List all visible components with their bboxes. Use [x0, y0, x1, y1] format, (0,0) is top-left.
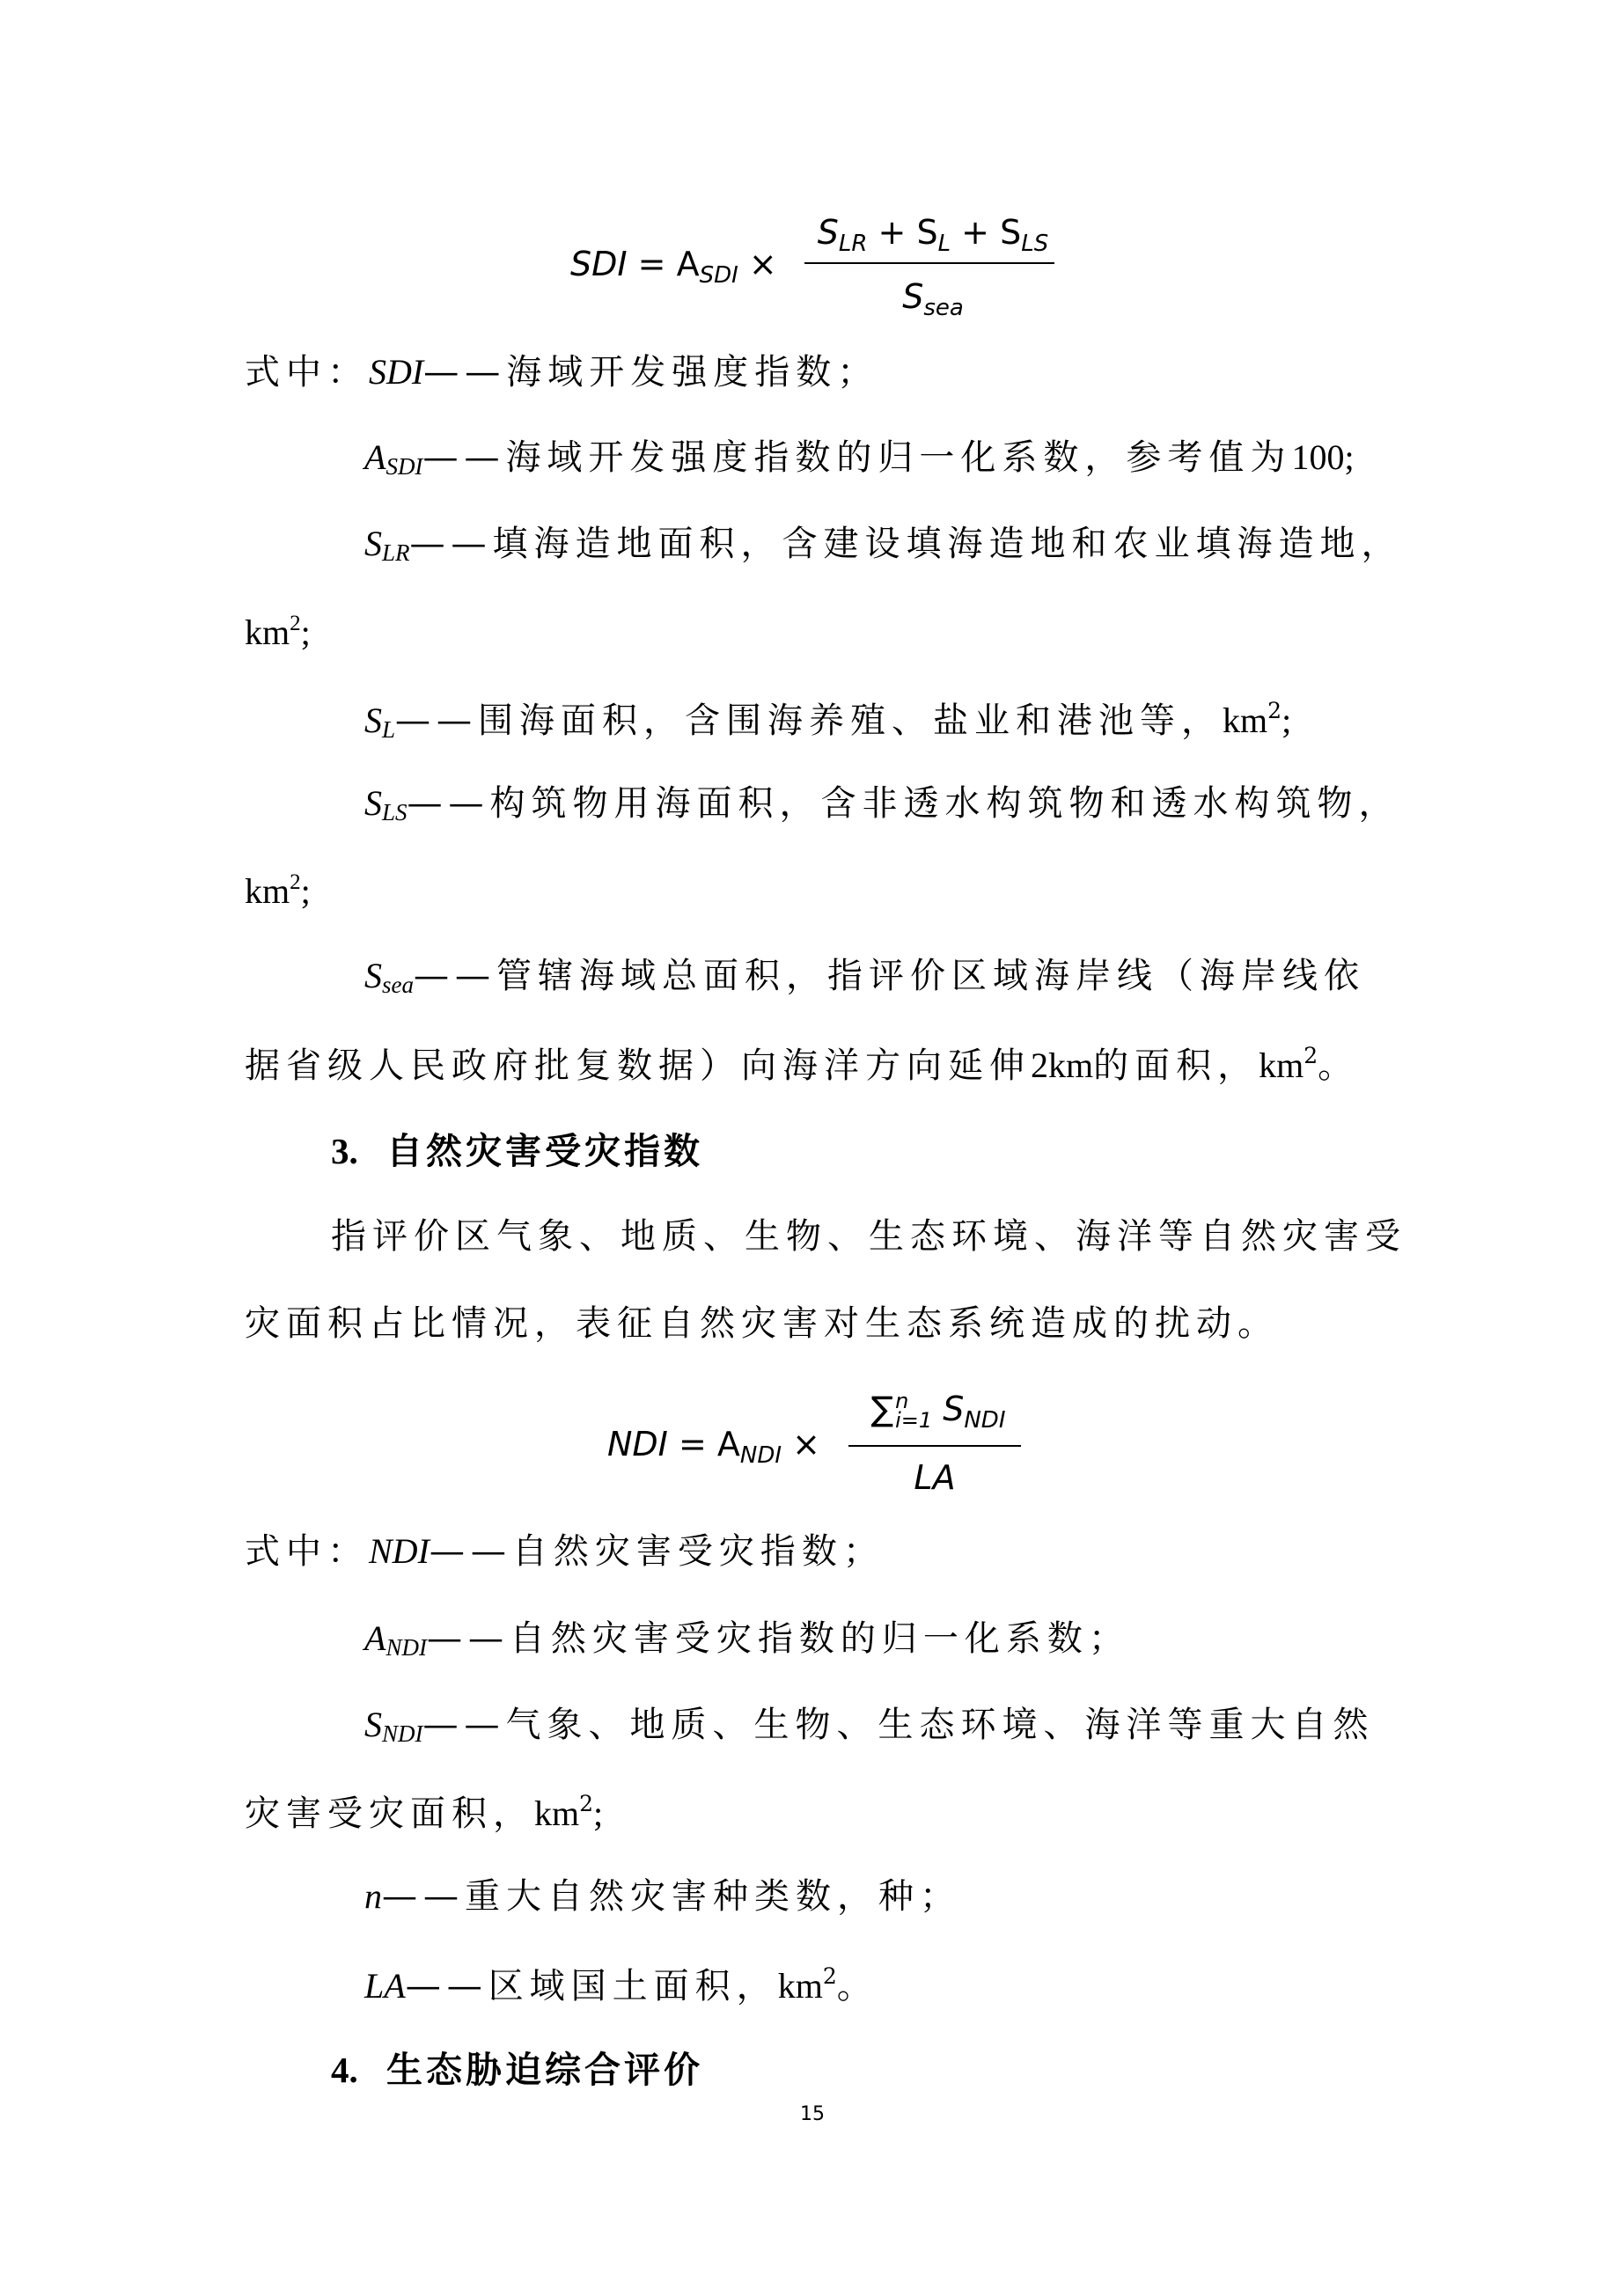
- def-ssea-text2a: 据省级人民政府批复数据）向海洋方向延伸: [245, 1045, 1031, 1086]
- section-3-para-1: 指评价区气象、地质、生物、生态环境、海洋等自然灾害受: [331, 1216, 1406, 1257]
- def-slr-symbol: S: [364, 524, 382, 563]
- def-andi-line: [364, 1618, 1130, 1661]
- def-sl-text: ——围海面积，含围海养殖、盐业和港池等，: [395, 701, 1223, 741]
- def-sndi-unit-sup: 2: [579, 1791, 594, 1816]
- def-la-line: [364, 1965, 878, 2004]
- def-n-text: ——重大自然灾害种类数，种；: [382, 1876, 961, 1917]
- def-sndi-line-2: [245, 1791, 604, 1834]
- def-ssea-text: ——管辖海域总面积，指评价区域海岸线（海岸线依: [414, 956, 1365, 996]
- formula-sdi-symbol: SDI: [570, 245, 628, 283]
- formula-ndi-denominator: [847, 1458, 1023, 1497]
- def-la-unit: km: [777, 1966, 823, 2006]
- formula-sdi-coef-sub: SDI: [699, 262, 738, 289]
- def-la-unit-end: 。: [836, 1966, 878, 2006]
- def-sl-unit-end: ;: [1282, 701, 1292, 740]
- num-s1-sub: LR: [838, 231, 868, 257]
- section-3-number: 3.: [331, 1131, 358, 1171]
- den-sub: sea: [923, 295, 964, 321]
- def-andi-text: ——自然灾害受灾指数的归一化系数；: [426, 1618, 1130, 1659]
- formula-ndi-symbol: NDI: [607, 1425, 668, 1463]
- def-ndi-symbol: NDI: [369, 1531, 430, 1571]
- formula-ndi-sum-sub: i=1: [895, 1407, 933, 1433]
- def-ssea-unit-end: 。: [1318, 1045, 1360, 1086]
- def2-intro: 式中：: [245, 1531, 369, 1572]
- def-sdi-text: ——海域开发强度指数；: [423, 352, 879, 392]
- def-sl-symbol: S: [364, 701, 382, 740]
- def-sls-symbol: S: [364, 783, 382, 823]
- formula-ndi-sum: ∑: [870, 1390, 894, 1429]
- def-asdi-text: ——海域开发强度指数的归一化系数，参考值为: [422, 437, 1292, 478]
- def-sndi-unit: km: [534, 1794, 580, 1833]
- def-ssea-text2b: 的面积，: [1093, 1045, 1259, 1086]
- formula-ndi-num-sub: NDI: [964, 1407, 1006, 1434]
- num-s2-sub: L: [937, 231, 951, 257]
- section-4-number: 4.: [331, 2050, 358, 2090]
- def-asdi-sub: SDI: [386, 453, 423, 480]
- formula-ndi-lhs: [607, 1427, 820, 1467]
- def-sls-unit-end: ;: [300, 871, 311, 911]
- section-4-heading: [331, 2049, 704, 2091]
- def-sls-unit-sup: 2: [290, 870, 301, 894]
- formula-sdi-times: ×: [738, 245, 777, 283]
- def-sls-unit: km: [245, 871, 290, 911]
- formula-ndi-coef-sub: NDI: [739, 1442, 782, 1469]
- def-sndi-text: ——气象、地质、生物、生态环境、海洋等重大自然: [422, 1705, 1375, 1745]
- def-la-text: ——区域国土面积，: [405, 1966, 778, 2006]
- def-sndi-symbol: S: [364, 1705, 382, 1744]
- def-ssea-2km: 2km: [1031, 1045, 1094, 1085]
- formula-ndi-fraction-bar: [848, 1445, 1021, 1447]
- def-sndi-sub: NDI: [382, 1720, 423, 1747]
- num-s3-sub: LS: [1021, 231, 1049, 257]
- def-asdi-value: 100;: [1291, 437, 1355, 477]
- def-ndi-line: [245, 1531, 885, 1572]
- def-n-line: [364, 1876, 961, 1917]
- def-slr-text: ——填海造地面积，含建设填海造地和农业填海造地，: [409, 524, 1403, 564]
- def-andi-sub: NDI: [386, 1634, 427, 1661]
- page-number: 15: [800, 2103, 825, 2125]
- def-ndi-text: ——自然灾害受灾指数；: [429, 1531, 885, 1572]
- num-plus1: + S: [867, 213, 938, 252]
- den-s: S: [902, 277, 924, 316]
- def-sndi-text2: 灾害受灾面积，: [245, 1794, 534, 1834]
- formula-ndi-numerator: [850, 1389, 1026, 1434]
- def-slr-unit-end: ;: [300, 613, 311, 652]
- def-asdi-symbol: A: [364, 437, 386, 477]
- num-plus2: + S: [951, 213, 1022, 252]
- def-sls-sub: LS: [382, 799, 408, 825]
- formula-ndi-den: LA: [914, 1458, 956, 1497]
- def-andi-symbol: A: [364, 1618, 386, 1658]
- formula-ndi-equals: = A: [667, 1425, 740, 1463]
- def-ssea-unit-sup: 2: [1304, 1043, 1318, 1068]
- def-sndi-line: [364, 1707, 1375, 1746]
- section-4-title: 生态胁迫综合评价: [386, 2049, 704, 2091]
- def-slr-sub: LR: [382, 539, 410, 566]
- def-n-symbol: n: [364, 1876, 382, 1916]
- def-slr-unit: km: [245, 613, 290, 652]
- def-slr-unit-sup: 2: [290, 612, 301, 635]
- def-sl-unit: km: [1223, 701, 1268, 740]
- num-s1: S: [817, 213, 839, 252]
- section-3-title: 自然灾害受灾指数: [386, 1130, 704, 1172]
- def-la-unit-sup: 2: [822, 1963, 837, 1989]
- formula-ndi-num-s: S: [932, 1390, 965, 1429]
- def-ssea-symbol: S: [364, 956, 382, 995]
- def-ssea-unit: km: [1259, 1045, 1304, 1085]
- section-3-para-2: 灾面积占比情况，表征自然灾害对生态系统造成的扰动。: [245, 1303, 1279, 1344]
- formula-ndi-sum-sup: n: [895, 1389, 909, 1413]
- formula-ndi-times: ×: [782, 1425, 820, 1463]
- def-intro: 式中：: [245, 352, 369, 392]
- def-sdi-symbol: SDI: [369, 352, 424, 392]
- def-sls-text: ——构筑物用海面积，含非透水构筑物和透水构筑物，: [407, 783, 1400, 824]
- def-sndi-unit-end: ;: [593, 1794, 604, 1833]
- def-sl-sub: L: [382, 716, 396, 743]
- formula-sdi-equals: = A: [627, 245, 700, 283]
- def-ssea-sub: sea: [382, 972, 414, 998]
- def-sl-unit-sup: 2: [1267, 698, 1282, 723]
- def-la-symbol: LA: [364, 1966, 406, 2006]
